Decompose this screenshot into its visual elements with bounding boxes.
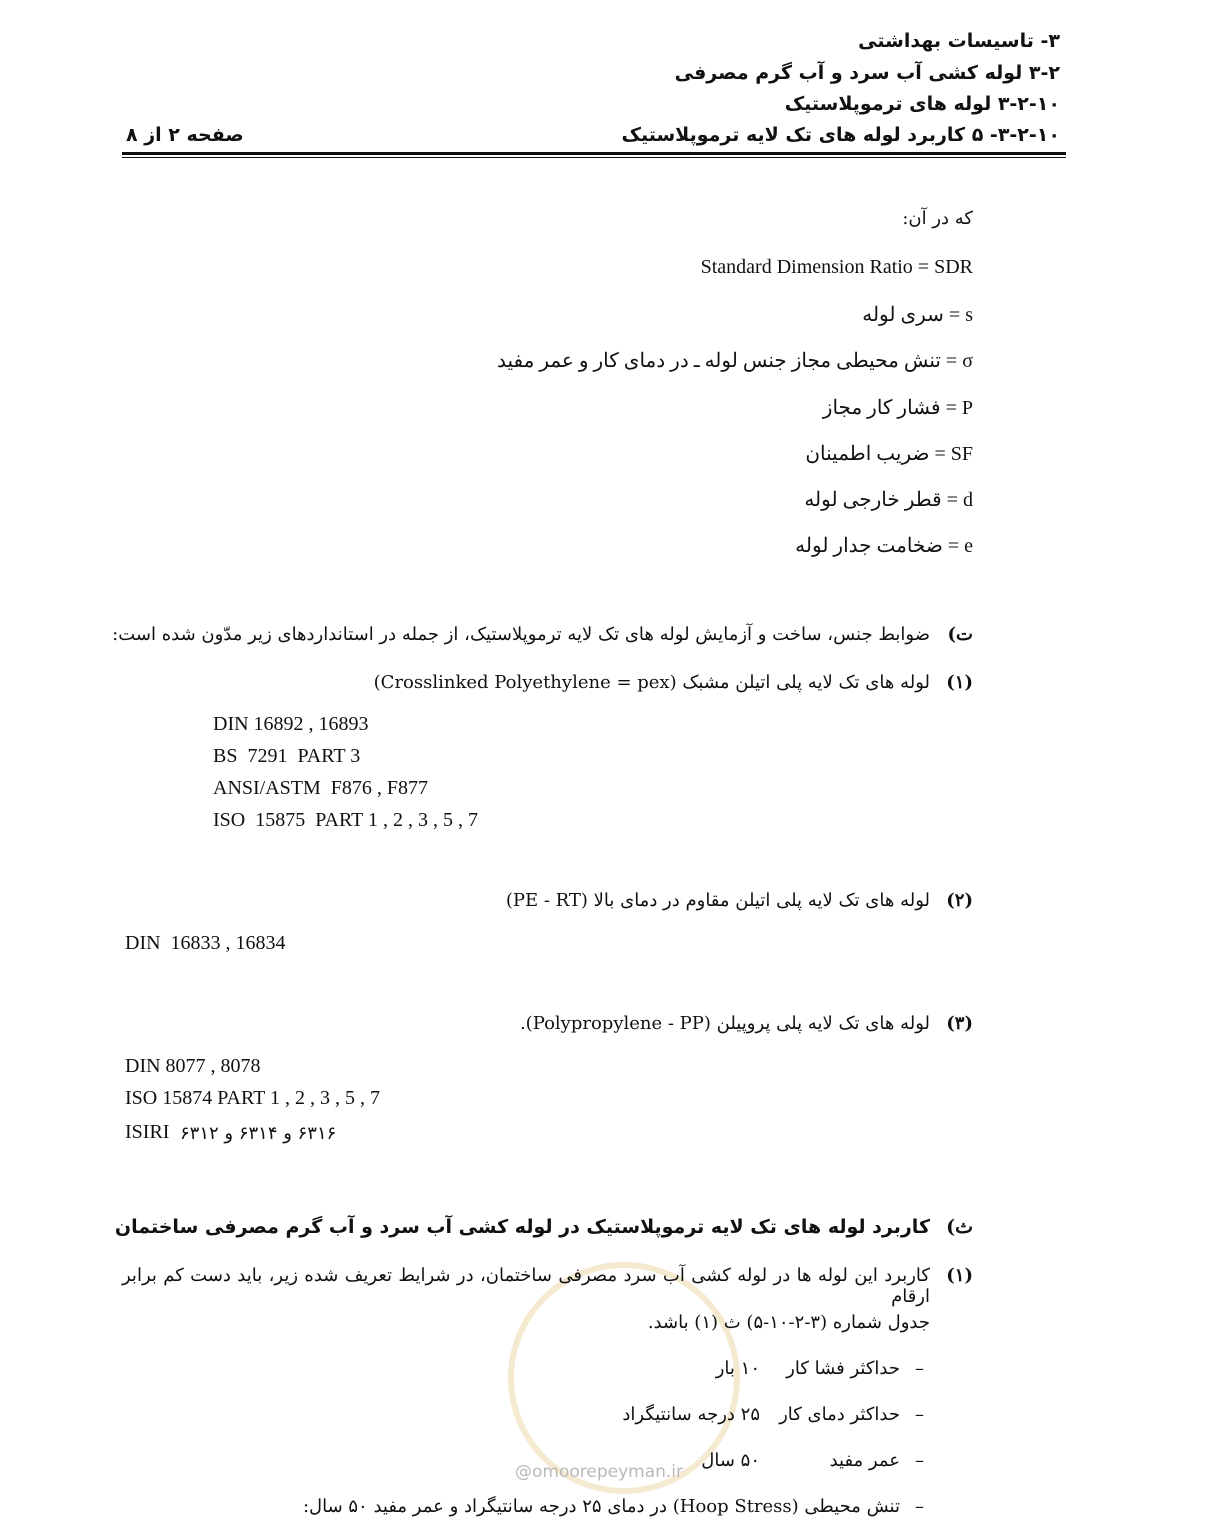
- item-2-marker: (۲): [946, 890, 973, 911]
- definition-sf: SF = ضریب اطمینان: [805, 443, 973, 465]
- th-item-1-line-2: جدول شماره (۳-۲-۱۰-۵) ث (۱) باشد.: [647, 1312, 930, 1333]
- section-t-marker: ت): [947, 624, 973, 645]
- header-line-4: ۳-۲-۱۰- ۵ کاربرد لوله های تک لایه ترموپلاستیک: [621, 124, 1060, 146]
- bullet-dash-4: –: [915, 1496, 924, 1517]
- item-1-standard-2: BS 7291 PART 3: [213, 745, 361, 767]
- item-3-isiri-numbers: ۶۳۱۶ و ۶۳۱۴ و ۶۳۱۲: [180, 1123, 337, 1144]
- th-item-1-marker: (۱): [946, 1265, 973, 1286]
- header-rule-thick: [122, 152, 1066, 155]
- definition-e: e = ضخامت جدار لوله: [795, 535, 973, 557]
- item-2-standard-1: DIN 16833 , 16834: [125, 932, 286, 954]
- last-bullet: تنش محیطی (Hoop Stress) در دمای ۲۵ درجه سانتیگراد و عمر مفید ۵۰ سال:: [302, 1496, 900, 1517]
- item-1-standard-3: ANSI/ASTM F876 , F877: [213, 777, 429, 799]
- bullet-dash-1: –: [915, 1358, 924, 1379]
- bullet-3-label: عمر مفید: [829, 1450, 900, 1471]
- definition-s: s = سری لوله: [862, 304, 973, 326]
- watermark-text: @omoorepeyman.ir: [515, 1462, 684, 1482]
- header-line-2: ۳-۲ لوله کشی آب سرد و آب گرم مصرفی: [674, 62, 1060, 84]
- header-line-3: ۳-۲-۱۰ لوله های ترموپلاستیک: [784, 93, 1060, 115]
- section-t-text: ضوابط جنس، ساخت و آزمایش لوله های تک لایه ترموپلاستیک، از جمله در استانداردهای زیر مدّون شده است:: [112, 624, 930, 645]
- bullet-2-label: حداکثر دمای کار: [779, 1404, 900, 1425]
- item-1-standard-1: DIN 16892 , 16893: [213, 713, 369, 735]
- definition-sigma: σ = تنش محیطی مجاز جنس لوله ـ در دمای کار و عمر مفید: [496, 350, 973, 372]
- definition-d: d = قطر خارجی لوله: [804, 489, 973, 511]
- definition-p: P = فشار کار مجاز: [822, 397, 973, 419]
- header-rule-thin: [122, 157, 1066, 158]
- item-3-standard-2: ISO 15874 PART 1 , 2 , 3 , 5 , 7: [125, 1087, 380, 1109]
- item-3-marker: (۳): [946, 1013, 973, 1034]
- section-th-title: کاربرد لوله های تک لایه ترموپلاستیک در لوله کشی آب سرد و آب گرم مصرفی ساختمان: [114, 1216, 930, 1238]
- bullet-dash-3: –: [915, 1450, 924, 1471]
- bullet-dash-2: –: [915, 1404, 924, 1425]
- definitions-intro: که در آن:: [902, 208, 973, 229]
- item-1-marker: (۱): [946, 672, 973, 693]
- bullet-3-value: ۵۰ سال: [701, 1450, 760, 1471]
- bullet-2-value: ۲۵ درجه سانتیگراد: [622, 1404, 760, 1425]
- item-3-isiri-prefix: ISIRI: [125, 1121, 170, 1143]
- definition-sdr: Standard Dimension Ratio = SDR: [700, 256, 973, 278]
- header-line-1: ۳- تاسیسات بهداشتی: [858, 30, 1060, 52]
- th-item-1-line-1: کاربرد این لوله ها در لوله کشی آب سرد مصرفی ساختمان، در شرایط تعریف شده زیر، باید دست کم برابر ارقام: [122, 1265, 930, 1307]
- item-1-text: لوله های تک لایه پلی اتیلن مشبک (Crosslinked Polyethylene = pex): [373, 672, 930, 693]
- item-2-text: لوله های تک لایه پلی اتیلن مقاوم در دمای بالا (PE - RT): [505, 890, 930, 911]
- item-3-standard-1: DIN 8077 , 8078: [125, 1055, 261, 1077]
- item-3-text: لوله های تک لایه پلی پروپیلن (Polypropylene - PP).: [519, 1013, 930, 1034]
- bullet-1-label: حداکثر فشا کار: [786, 1358, 900, 1379]
- bullet-1-value: ۱۰ بار: [715, 1358, 760, 1379]
- section-th-marker: ث): [946, 1216, 973, 1238]
- page-number: صفحه ۲ از ۸: [126, 124, 244, 146]
- item-1-standard-4: ISO 15875 PART 1 , 2 , 3 , 5 , 7: [213, 809, 478, 831]
